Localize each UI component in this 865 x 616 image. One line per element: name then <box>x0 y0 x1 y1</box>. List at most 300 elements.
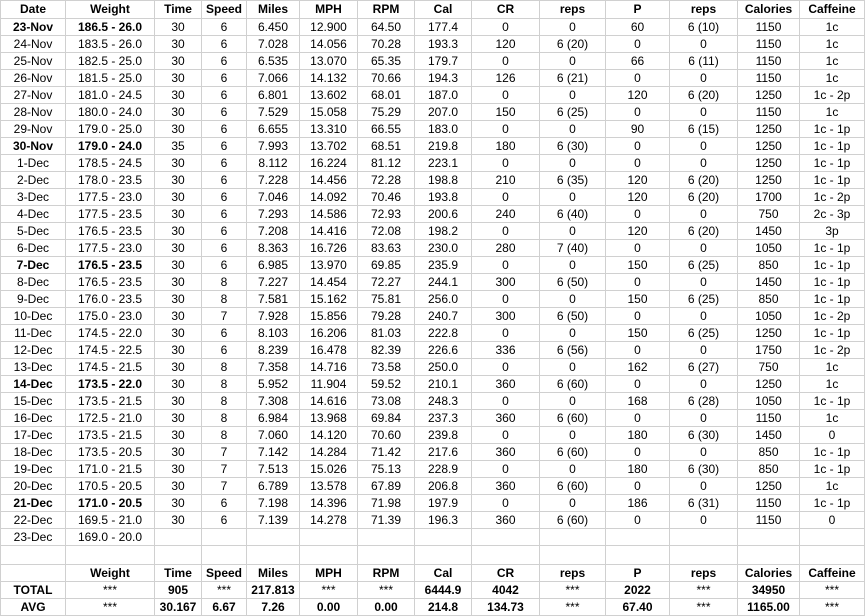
cell-p[interactable]: 66 <box>606 53 670 70</box>
cell-caffeine[interactable]: 1c <box>800 104 865 121</box>
cell-reps-cr[interactable]: 0 <box>540 461 606 478</box>
cell-reps-cr[interactable]: 0 <box>540 19 606 36</box>
cell-miles[interactable]: 6.984 <box>247 410 300 427</box>
cell-miles[interactable]: 8.112 <box>247 155 300 172</box>
cell-reps-p[interactable]: 0 <box>670 36 738 53</box>
cell-caffeine[interactable]: 1c - 1p <box>800 495 865 512</box>
cell-date[interactable] <box>1 546 66 565</box>
cell-miles[interactable]: 7.227 <box>247 274 300 291</box>
cell-miles[interactable]: 7.066 <box>247 70 300 87</box>
cell-calories[interactable]: 1450 <box>738 274 800 291</box>
cell-cal[interactable]: 235.9 <box>415 257 472 274</box>
cell-date[interactable] <box>1 565 66 582</box>
cell-rpm[interactable]: 69.85 <box>358 257 415 274</box>
cell-cr[interactable]: CR <box>472 565 540 582</box>
cell-reps-p[interactable]: 0 <box>670 512 738 529</box>
cell-cr[interactable]: 210 <box>472 172 540 189</box>
cell-speed[interactable]: 6 <box>202 206 247 223</box>
cell-weight[interactable]: 178.0 - 23.5 <box>66 172 155 189</box>
cell-caffeine[interactable]: 1c - 2p <box>800 189 865 206</box>
cell-mph[interactable]: 14.284 <box>300 444 358 461</box>
cell-caffeine[interactable]: 2c - 3p <box>800 206 865 223</box>
cell-calories[interactable]: 1150 <box>738 410 800 427</box>
cell-rpm[interactable]: 64.50 <box>358 19 415 36</box>
cell-reps-p[interactable]: 6 (20) <box>670 172 738 189</box>
cell-date[interactable]: 18-Dec <box>1 444 66 461</box>
cell-cal[interactable]: 228.9 <box>415 461 472 478</box>
cell-speed[interactable]: 6 <box>202 495 247 512</box>
cell-cr[interactable]: 0 <box>472 87 540 104</box>
cell-weight[interactable]: 180.0 - 24.0 <box>66 104 155 121</box>
cell-calories[interactable]: 1250 <box>738 325 800 342</box>
cell-mph[interactable]: 14.092 <box>300 189 358 206</box>
cell-reps-p[interactable]: 6 (25) <box>670 291 738 308</box>
cell-caffeine[interactable]: 1c - 2p <box>800 308 865 325</box>
cell-p[interactable]: 90 <box>606 121 670 138</box>
cell-miles[interactable]: 7.198 <box>247 495 300 512</box>
cell-reps-p[interactable]: 6 (10) <box>670 19 738 36</box>
cell-speed[interactable] <box>202 529 247 546</box>
cell-weight[interactable]: 172.5 - 21.0 <box>66 410 155 427</box>
cell-mph[interactable]: 16.224 <box>300 155 358 172</box>
cell-cal[interactable]: 200.6 <box>415 206 472 223</box>
cell-cal[interactable]: 239.8 <box>415 427 472 444</box>
cell-date[interactable]: 25-Nov <box>1 53 66 70</box>
cell-reps-cr[interactable]: 0 <box>540 427 606 444</box>
cell-date[interactable]: 23-Dec <box>1 529 66 546</box>
cell-reps-p[interactable]: 6 (25) <box>670 257 738 274</box>
cell-rpm[interactable]: 69.84 <box>358 410 415 427</box>
cell-calories[interactable]: 1750 <box>738 342 800 359</box>
cell-reps-cr[interactable]: 0 <box>540 359 606 376</box>
cell-miles[interactable]: 7.308 <box>247 393 300 410</box>
cell-speed[interactable]: 8 <box>202 376 247 393</box>
cell-cal[interactable]: 256.0 <box>415 291 472 308</box>
cell-weight[interactable]: Weight <box>66 565 155 582</box>
cell-mph[interactable]: 14.120 <box>300 427 358 444</box>
cell-weight[interactable]: 170.5 - 20.5 <box>66 478 155 495</box>
cell-reps-p[interactable]: 0 <box>670 104 738 121</box>
cell-caffeine[interactable]: 1c <box>800 36 865 53</box>
cell-reps-cr[interactable]: 7 (40) <box>540 240 606 257</box>
cell-rpm[interactable]: 75.81 <box>358 291 415 308</box>
cell-weight[interactable]: 181.5 - 25.0 <box>66 70 155 87</box>
cell-speed[interactable]: 6 <box>202 87 247 104</box>
cell-calories[interactable]: 850 <box>738 444 800 461</box>
cell-rpm[interactable]: 70.28 <box>358 36 415 53</box>
cell-rpm[interactable] <box>358 546 415 565</box>
cell-reps-cr[interactable]: 6 (60) <box>540 376 606 393</box>
cell-weight[interactable]: 174.5 - 22.0 <box>66 325 155 342</box>
cell-time[interactable]: 30 <box>155 444 202 461</box>
cell-mph[interactable]: 15.058 <box>300 104 358 121</box>
cell-mph[interactable]: 16.726 <box>300 240 358 257</box>
cell-mph[interactable]: 14.132 <box>300 70 358 87</box>
cell-calories[interactable]: 1250 <box>738 138 800 155</box>
cell-reps-cr[interactable]: 6 (35) <box>540 172 606 189</box>
cell-time[interactable]: 30 <box>155 308 202 325</box>
cell-cr[interactable]: 0 <box>472 155 540 172</box>
cell-date[interactable]: 29-Nov <box>1 121 66 138</box>
cell-reps-p[interactable]: 0 <box>670 155 738 172</box>
cell-caffeine[interactable]: 1c - 1p <box>800 240 865 257</box>
cell-speed[interactable]: 6 <box>202 342 247 359</box>
cell-cal[interactable]: 226.6 <box>415 342 472 359</box>
cell-reps-p[interactable]: 0 <box>670 70 738 87</box>
cell-cr[interactable]: 360 <box>472 410 540 427</box>
cell-mph[interactable]: 13.702 <box>300 138 358 155</box>
cell-calories[interactable]: 1250 <box>738 121 800 138</box>
cell-weight[interactable]: 177.5 - 23.5 <box>66 206 155 223</box>
cell-weight[interactable]: 171.0 - 21.5 <box>66 461 155 478</box>
cell-cal[interactable]: Cal <box>415 1 472 19</box>
cell-p[interactable]: 0 <box>606 410 670 427</box>
cell-weight[interactable]: 174.5 - 21.5 <box>66 359 155 376</box>
cell-calories[interactable]: 1150 <box>738 19 800 36</box>
cell-weight[interactable]: 179.0 - 25.0 <box>66 121 155 138</box>
cell-reps-cr[interactable]: 6 (60) <box>540 410 606 427</box>
cell-rpm[interactable]: 70.66 <box>358 70 415 87</box>
cell-weight[interactable]: 176.0 - 23.5 <box>66 291 155 308</box>
cell-cal[interactable]: 206.8 <box>415 478 472 495</box>
cell-weight[interactable]: 173.5 - 21.5 <box>66 427 155 444</box>
cell-weight[interactable]: 181.0 - 24.5 <box>66 87 155 104</box>
cell-speed[interactable]: 7 <box>202 478 247 495</box>
cell-reps-cr[interactable]: 0 <box>540 257 606 274</box>
cell-cal[interactable]: 187.0 <box>415 87 472 104</box>
cell-cr[interactable]: 240 <box>472 206 540 223</box>
cell-mph[interactable]: MPH <box>300 565 358 582</box>
cell-weight[interactable]: 186.5 - 26.0 <box>66 19 155 36</box>
cell-time[interactable]: 30 <box>155 70 202 87</box>
cell-caffeine[interactable]: 1c - 1p <box>800 461 865 478</box>
cell-reps-p[interactable]: 6 (27) <box>670 359 738 376</box>
cell-date[interactable]: 28-Nov <box>1 104 66 121</box>
cell-speed[interactable]: 6 <box>202 189 247 206</box>
cell-cal[interactable]: 250.0 <box>415 359 472 376</box>
cell-mph[interactable]: 16.206 <box>300 325 358 342</box>
cell-p[interactable]: 150 <box>606 257 670 274</box>
cell-reps-cr[interactable]: 6 (50) <box>540 274 606 291</box>
cell-mph[interactable]: 14.278 <box>300 512 358 529</box>
cell-time[interactable]: 30 <box>155 172 202 189</box>
cell-speed[interactable]: 8 <box>202 291 247 308</box>
cell-miles[interactable] <box>247 546 300 565</box>
cell-cr[interactable]: CR <box>472 1 540 19</box>
cell-rpm[interactable]: 75.13 <box>358 461 415 478</box>
cell-weight[interactable]: 176.5 - 23.5 <box>66 223 155 240</box>
cell-reps-cr[interactable]: 6 (60) <box>540 512 606 529</box>
cell-date[interactable]: 1-Dec <box>1 155 66 172</box>
cell-cr[interactable]: 300 <box>472 308 540 325</box>
cell-mph[interactable]: 16.478 <box>300 342 358 359</box>
cell-date[interactable]: 15-Dec <box>1 393 66 410</box>
cell-cal[interactable]: 230.0 <box>415 240 472 257</box>
cell-speed[interactable]: 6 <box>202 325 247 342</box>
cell-mph[interactable]: MPH <box>300 1 358 19</box>
cell-weight[interactable]: 182.5 - 25.0 <box>66 53 155 70</box>
cell-date[interactable]: 14-Dec <box>1 376 66 393</box>
cell-rpm[interactable]: 81.12 <box>358 155 415 172</box>
cell-mph[interactable]: 15.026 <box>300 461 358 478</box>
cell-reps-p[interactable]: 6 (20) <box>670 189 738 206</box>
cell-p[interactable]: 180 <box>606 427 670 444</box>
cell-mph[interactable]: 0.00 <box>300 599 358 616</box>
cell-reps-p[interactable]: 0 <box>670 444 738 461</box>
cell-time[interactable]: 30.167 <box>155 599 202 616</box>
cell-weight[interactable]: 171.0 - 20.5 <box>66 495 155 512</box>
cell-calories[interactable]: 750 <box>738 359 800 376</box>
cell-cal[interactable]: 193.3 <box>415 36 472 53</box>
cell-cr[interactable] <box>472 529 540 546</box>
cell-miles[interactable]: Miles <box>247 565 300 582</box>
cell-calories[interactable]: 1165.00 <box>738 599 800 616</box>
cell-date[interactable]: 7-Dec <box>1 257 66 274</box>
cell-time[interactable] <box>155 529 202 546</box>
cell-reps-p[interactable]: 0 <box>670 308 738 325</box>
cell-reps-p[interactable]: 0 <box>670 240 738 257</box>
cell-caffeine[interactable]: Caffeine <box>800 565 865 582</box>
cell-reps-cr[interactable]: 6 (25) <box>540 104 606 121</box>
cell-calories[interactable]: 850 <box>738 461 800 478</box>
cell-cal[interactable]: 217.6 <box>415 444 472 461</box>
cell-miles[interactable]: 7.513 <box>247 461 300 478</box>
cell-calories[interactable]: 1150 <box>738 104 800 121</box>
cell-speed[interactable]: 6 <box>202 53 247 70</box>
cell-mph[interactable]: *** <box>300 582 358 599</box>
cell-miles[interactable]: 217.813 <box>247 582 300 599</box>
cell-cal[interactable]: 210.1 <box>415 376 472 393</box>
cell-date[interactable]: 27-Nov <box>1 87 66 104</box>
cell-reps-p[interactable]: 6 (30) <box>670 461 738 478</box>
cell-reps-cr[interactable]: *** <box>540 599 606 616</box>
cell-date[interactable]: 9-Dec <box>1 291 66 308</box>
cell-rpm[interactable]: 67.89 <box>358 478 415 495</box>
cell-cal[interactable]: 196.3 <box>415 512 472 529</box>
cell-speed[interactable]: 6 <box>202 223 247 240</box>
cell-calories[interactable]: 1250 <box>738 376 800 393</box>
cell-reps-p[interactable]: 0 <box>670 206 738 223</box>
cell-calories[interactable]: 1150 <box>738 70 800 87</box>
cell-time[interactable]: 30 <box>155 53 202 70</box>
cell-calories[interactable]: 1250 <box>738 172 800 189</box>
cell-date[interactable]: TOTAL <box>1 582 66 599</box>
cell-reps-cr[interactable]: 0 <box>540 325 606 342</box>
cell-cr[interactable]: 0 <box>472 257 540 274</box>
cell-mph[interactable]: 12.900 <box>300 19 358 36</box>
cell-miles[interactable]: 6.535 <box>247 53 300 70</box>
cell-calories[interactable]: 1050 <box>738 308 800 325</box>
cell-cal[interactable]: 223.1 <box>415 155 472 172</box>
cell-cal[interactable]: 179.7 <box>415 53 472 70</box>
cell-speed[interactable]: 8 <box>202 393 247 410</box>
cell-p[interactable]: 0 <box>606 36 670 53</box>
cell-miles[interactable]: 7.208 <box>247 223 300 240</box>
cell-date[interactable]: 30-Nov <box>1 138 66 155</box>
cell-caffeine[interactable]: 1c - 1p <box>800 138 865 155</box>
cell-weight[interactable]: 176.5 - 23.5 <box>66 274 155 291</box>
cell-cr[interactable]: 360 <box>472 444 540 461</box>
cell-caffeine[interactable]: 1c <box>800 53 865 70</box>
cell-p[interactable]: 0 <box>606 274 670 291</box>
cell-reps-cr[interactable]: 0 <box>540 495 606 512</box>
cell-mph[interactable]: 15.856 <box>300 308 358 325</box>
cell-time[interactable]: 30 <box>155 478 202 495</box>
cell-caffeine[interactable]: 1c <box>800 410 865 427</box>
cell-cal[interactable]: 6444.9 <box>415 582 472 599</box>
cell-miles[interactable]: 8.239 <box>247 342 300 359</box>
cell-calories[interactable]: 1150 <box>738 512 800 529</box>
cell-reps-cr[interactable]: 0 <box>540 189 606 206</box>
cell-date[interactable]: 19-Dec <box>1 461 66 478</box>
cell-time[interactable]: 30 <box>155 19 202 36</box>
cell-reps-p[interactable]: *** <box>670 599 738 616</box>
cell-date[interactable]: 2-Dec <box>1 172 66 189</box>
cell-cal[interactable] <box>415 529 472 546</box>
cell-reps-cr[interactable]: reps <box>540 565 606 582</box>
cell-cr[interactable]: 0 <box>472 359 540 376</box>
cell-p[interactable]: 162 <box>606 359 670 376</box>
cell-weight[interactable]: 173.5 - 22.0 <box>66 376 155 393</box>
cell-reps-p[interactable]: 6 (30) <box>670 427 738 444</box>
cell-speed[interactable]: 6 <box>202 512 247 529</box>
cell-cal[interactable]: 237.3 <box>415 410 472 427</box>
cell-p[interactable] <box>606 529 670 546</box>
cell-reps-p[interactable]: *** <box>670 582 738 599</box>
cell-p[interactable]: 168 <box>606 393 670 410</box>
cell-reps-p[interactable] <box>670 529 738 546</box>
cell-reps-cr[interactable]: 0 <box>540 121 606 138</box>
cell-calories[interactable]: 1450 <box>738 427 800 444</box>
cell-rpm[interactable]: 79.28 <box>358 308 415 325</box>
cell-rpm[interactable]: 70.46 <box>358 189 415 206</box>
cell-reps-cr[interactable]: 0 <box>540 155 606 172</box>
cell-miles[interactable]: Miles <box>247 1 300 19</box>
cell-miles[interactable]: 7.142 <box>247 444 300 461</box>
cell-cal[interactable]: Cal <box>415 565 472 582</box>
cell-rpm[interactable]: 72.93 <box>358 206 415 223</box>
cell-reps-cr[interactable]: 0 <box>540 87 606 104</box>
cell-mph[interactable]: 15.162 <box>300 291 358 308</box>
cell-calories[interactable]: 34950 <box>738 582 800 599</box>
cell-reps-p[interactable]: 6 (20) <box>670 223 738 240</box>
cell-rpm[interactable]: *** <box>358 582 415 599</box>
cell-mph[interactable]: 11.904 <box>300 376 358 393</box>
cell-p[interactable]: 120 <box>606 87 670 104</box>
cell-cr[interactable]: 0 <box>472 223 540 240</box>
cell-reps-p[interactable]: 6 (11) <box>670 53 738 70</box>
cell-miles[interactable]: 5.952 <box>247 376 300 393</box>
cell-caffeine[interactable]: 1c - 1p <box>800 444 865 461</box>
cell-reps-cr[interactable] <box>540 529 606 546</box>
cell-speed[interactable]: 6 <box>202 70 247 87</box>
cell-speed[interactable]: 6 <box>202 240 247 257</box>
cell-caffeine[interactable]: 0 <box>800 512 865 529</box>
cell-miles[interactable]: 6.789 <box>247 478 300 495</box>
cell-reps-cr[interactable]: 6 (56) <box>540 342 606 359</box>
cell-p[interactable]: 120 <box>606 189 670 206</box>
cell-rpm[interactable]: 75.29 <box>358 104 415 121</box>
cell-date[interactable]: 12-Dec <box>1 342 66 359</box>
cell-cal[interactable]: 193.8 <box>415 189 472 206</box>
cell-p[interactable]: 0 <box>606 512 670 529</box>
cell-date[interactable]: 21-Dec <box>1 495 66 512</box>
cell-time[interactable] <box>155 546 202 565</box>
cell-date[interactable]: 24-Nov <box>1 36 66 53</box>
cell-reps-p[interactable]: 0 <box>670 138 738 155</box>
cell-time[interactable]: 30 <box>155 325 202 342</box>
cell-mph[interactable]: 14.454 <box>300 274 358 291</box>
cell-time[interactable]: 30 <box>155 342 202 359</box>
cell-miles[interactable] <box>247 529 300 546</box>
cell-p[interactable]: 0 <box>606 308 670 325</box>
cell-caffeine[interactable]: 1c <box>800 478 865 495</box>
cell-caffeine[interactable]: 1c - 1p <box>800 274 865 291</box>
cell-speed[interactable]: 6 <box>202 155 247 172</box>
cell-speed[interactable]: 6 <box>202 172 247 189</box>
cell-mph[interactable] <box>300 529 358 546</box>
cell-caffeine[interactable] <box>800 529 865 546</box>
cell-mph[interactable]: 13.578 <box>300 478 358 495</box>
cell-mph[interactable]: 14.586 <box>300 206 358 223</box>
cell-caffeine[interactable]: 1c - 1p <box>800 393 865 410</box>
cell-date[interactable]: 3-Dec <box>1 189 66 206</box>
cell-cr[interactable]: 180 <box>472 138 540 155</box>
cell-date[interactable]: 8-Dec <box>1 274 66 291</box>
cell-miles[interactable]: 7.26 <box>247 599 300 616</box>
cell-cr[interactable] <box>472 546 540 565</box>
cell-rpm[interactable]: 82.39 <box>358 342 415 359</box>
cell-p[interactable]: 67.40 <box>606 599 670 616</box>
cell-mph[interactable]: 14.396 <box>300 495 358 512</box>
cell-caffeine[interactable]: 1c <box>800 70 865 87</box>
cell-calories[interactable]: Calories <box>738 1 800 19</box>
cell-calories[interactable] <box>738 529 800 546</box>
cell-p[interactable]: 0 <box>606 240 670 257</box>
cell-weight[interactable]: 177.5 - 23.0 <box>66 240 155 257</box>
cell-rpm[interactable]: RPM <box>358 565 415 582</box>
cell-p[interactable]: 2022 <box>606 582 670 599</box>
cell-mph[interactable]: 14.716 <box>300 359 358 376</box>
cell-reps-cr[interactable]: 6 (20) <box>540 36 606 53</box>
cell-cal[interactable]: 198.2 <box>415 223 472 240</box>
cell-p[interactable]: 186 <box>606 495 670 512</box>
cell-reps-cr[interactable]: 6 (40) <box>540 206 606 223</box>
cell-time[interactable]: 30 <box>155 495 202 512</box>
cell-date[interactable]: Date <box>1 1 66 19</box>
cell-miles[interactable]: 7.060 <box>247 427 300 444</box>
cell-calories[interactable]: 1450 <box>738 223 800 240</box>
cell-cr[interactable]: 0 <box>472 325 540 342</box>
cell-mph[interactable]: 13.070 <box>300 53 358 70</box>
cell-date[interactable]: 5-Dec <box>1 223 66 240</box>
cell-caffeine[interactable]: 1c - 1p <box>800 257 865 274</box>
cell-cal[interactable] <box>415 546 472 565</box>
cell-cr[interactable]: 0 <box>472 53 540 70</box>
cell-weight[interactable]: 183.5 - 26.0 <box>66 36 155 53</box>
cell-cr[interactable]: 336 <box>472 342 540 359</box>
cell-cr[interactable]: 4042 <box>472 582 540 599</box>
cell-speed[interactable]: 6.67 <box>202 599 247 616</box>
cell-miles[interactable]: 7.028 <box>247 36 300 53</box>
cell-calories[interactable]: 1700 <box>738 189 800 206</box>
cell-p[interactable] <box>606 546 670 565</box>
cell-cr[interactable]: 0 <box>472 427 540 444</box>
cell-rpm[interactable]: 72.28 <box>358 172 415 189</box>
cell-speed[interactable]: 6 <box>202 104 247 121</box>
cell-speed[interactable] <box>202 546 247 565</box>
cell-miles[interactable]: 8.103 <box>247 325 300 342</box>
